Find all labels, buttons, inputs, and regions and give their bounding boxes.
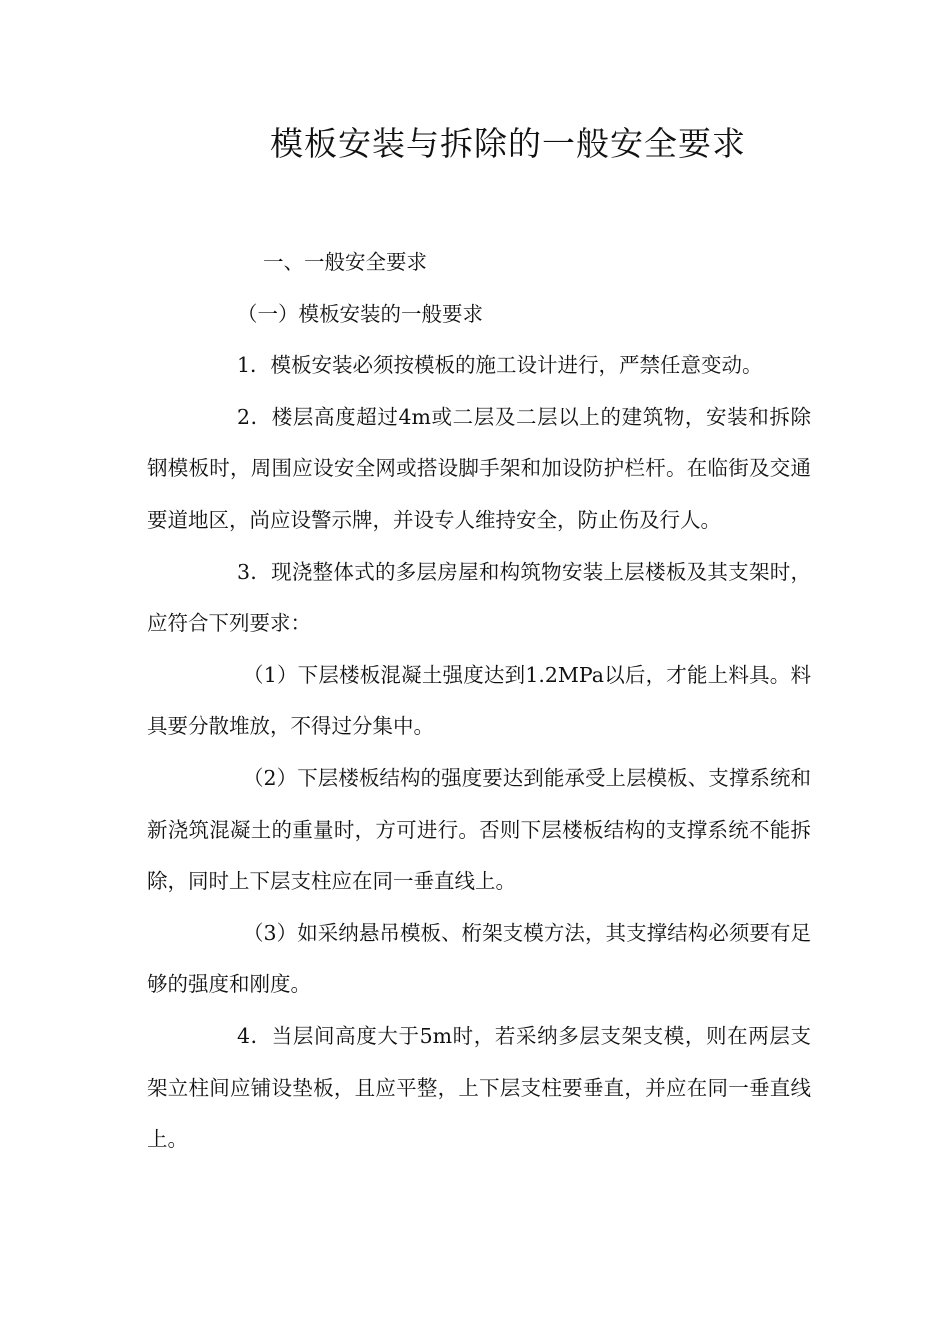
subsection-heading: （一）模板安装的一般要求	[237, 301, 483, 326]
paragraph-subitem-3: （3）如采纳悬吊模板、桁架支模方法，其支撑结构必须要有足够的强度和刚度。	[147, 920, 811, 997]
paragraph-subitem-2: （2）下层楼板结构的强度要达到能承受上层模板、支撑系统和新浇筑混凝土的重量时，方可进行。否则下层楼板结构的支撑系统不能拆除，同时上下层支柱应在同一垂直线上。	[147, 765, 811, 894]
paragraph-item-2: 2．楼层高度超过4m或二层及二层以上的建筑物，安装和拆除钢模板时，周围应设安全网或搭设脚手架和加设防护栏杆。在临街及交通要道地区，尚应设警示牌，并设专人维持安全，防止伤及行人。	[147, 404, 811, 532]
paragraph-subitem-1: （1）下层楼板混凝土强度达到1.2MPa以后，才能上料具。料具要分散堆放，不得过分集中。	[147, 662, 811, 739]
document-body	[147, 237, 811, 1166]
paragraph-item-1: 1．模板安装必须按模板的施工设计进行，严禁任意变动。	[237, 353, 763, 378]
section-heading: 一、一般安全要求	[263, 250, 427, 274]
page-title: 模板安装与拆除的一般安全要求	[270, 124, 746, 163]
paragraph-item-4: 4．当层间高度大于5m时，若采纳多层支架支模，则在两层支架立柱间应铺设垫板，且应平整，上下层支柱要垂直，并应在同一垂直线上。	[147, 1023, 811, 1152]
paragraph-item-3: 3．现浇整体式的多层房屋和构筑物安装上层楼板及其支架时，应符合下列要求：	[147, 559, 811, 636]
